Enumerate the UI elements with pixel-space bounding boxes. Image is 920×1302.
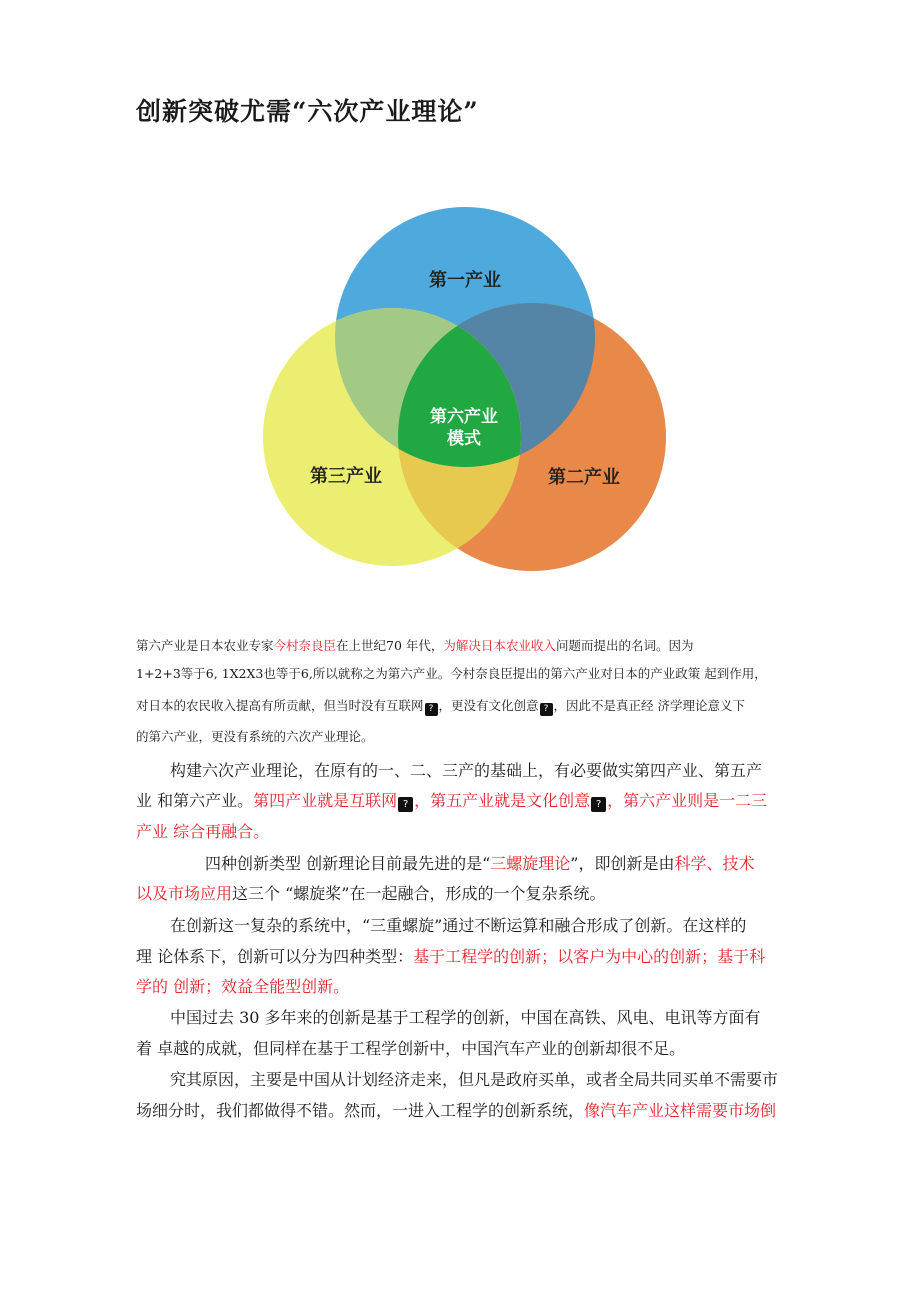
venn-diagram [234, 166, 700, 616]
paragraph-4-line-2: 着 卓越的成就，但同样在基于工程学创新中，中国汽车产业的创新却很不足。 [136, 1039, 686, 1058]
paragraph-1-line-1: 构建六次产业理论，在原有的一、二、三产的基础上，有必要做实第四产业、第五产 [170, 761, 763, 780]
caption-line-2: 1+2+3等于6, 1X2X3也等于6,所以就称之为第六产业。今村奈良臣提出的第六产业对日本的产业政策 起到作用， [136, 666, 767, 681]
paragraph-5-line-1: 究其原因，主要是中国从计划经济走来，但凡是政府买单，或者全局共同买单不需要市 [170, 1070, 779, 1089]
caption-line-3: 对日本的农民收入提高有所贡献，但当时没有互联网 ? ，更没有文化创意 ? ，因此不是真正经 济学理论意义下 [136, 698, 746, 714]
link-imamura: 今村奈良臣 [273, 638, 337, 653]
paragraph-3-line-2: 理 论体系下，创新可以分为四种类型：基于工程学的创新；以客户为中心的创新；基于科 [136, 947, 766, 966]
paragraph-5-line-2: 场细分时，我们都做得不错。然而，一进入工程学的创新系统，像汽车产业这样需要市场倒 [136, 1101, 777, 1120]
paragraph-3-line-3: 学的 创新；效益全能型创新。 [136, 977, 350, 996]
paragraph-2-line-2: 以及市场应用这三个 “螺旋桨”在一起融合，形成的一个复杂系统。 [136, 884, 606, 903]
label-sixth-industry-1: 第六产业 [430, 407, 498, 427]
glyph-marker-icon: ? [398, 797, 413, 812]
glyph-marker-icon: ? [540, 703, 553, 716]
paragraph-2-line-1: 四种创新类型 创新理论目前最先进的是“三螺旋理论”，即创新是由科学、技术 [205, 854, 755, 873]
article-title: 创新突破尤需“六次产业理论” [136, 97, 479, 126]
paragraph-1-line-2: 业 和第六产业。第四产业就是互联网 ? ，第五产业就是文化创意 ? ，第六产业则是一二三 [136, 791, 768, 810]
paragraph-3-line-1: 在创新这一复杂的系统中，“三重螺旋”通过不断运算和融合形成了创新。在这样的 [170, 916, 747, 935]
glyph-marker-icon: ? [425, 703, 438, 716]
link-farm-income: 为解决日本农业收入 [443, 638, 556, 653]
label-primary-industry: 第一产业 [429, 270, 501, 291]
label-secondary-industry: 第二产业 [548, 467, 620, 488]
paragraph-4-line-1: 中国过去 30 多年来的创新是基于工程学的创新，中国在高铁、风电、电讯等方面有 [170, 1008, 761, 1027]
paragraph-1-line-3: 产业 综合再融合。 [136, 822, 270, 841]
label-tertiary-industry: 第三产业 [310, 466, 382, 487]
glyph-marker-icon: ? [591, 797, 606, 812]
caption-line-4: 的第六产业，更没有系统的六次产业理论。 [136, 729, 374, 744]
caption-line-1: 第六产业是日本农业专家今村奈良臣在上世纪70 年代，为解决日本农业收入问题而提出的名词。因为 [136, 638, 694, 653]
label-sixth-industry-2: 模式 [447, 429, 481, 449]
